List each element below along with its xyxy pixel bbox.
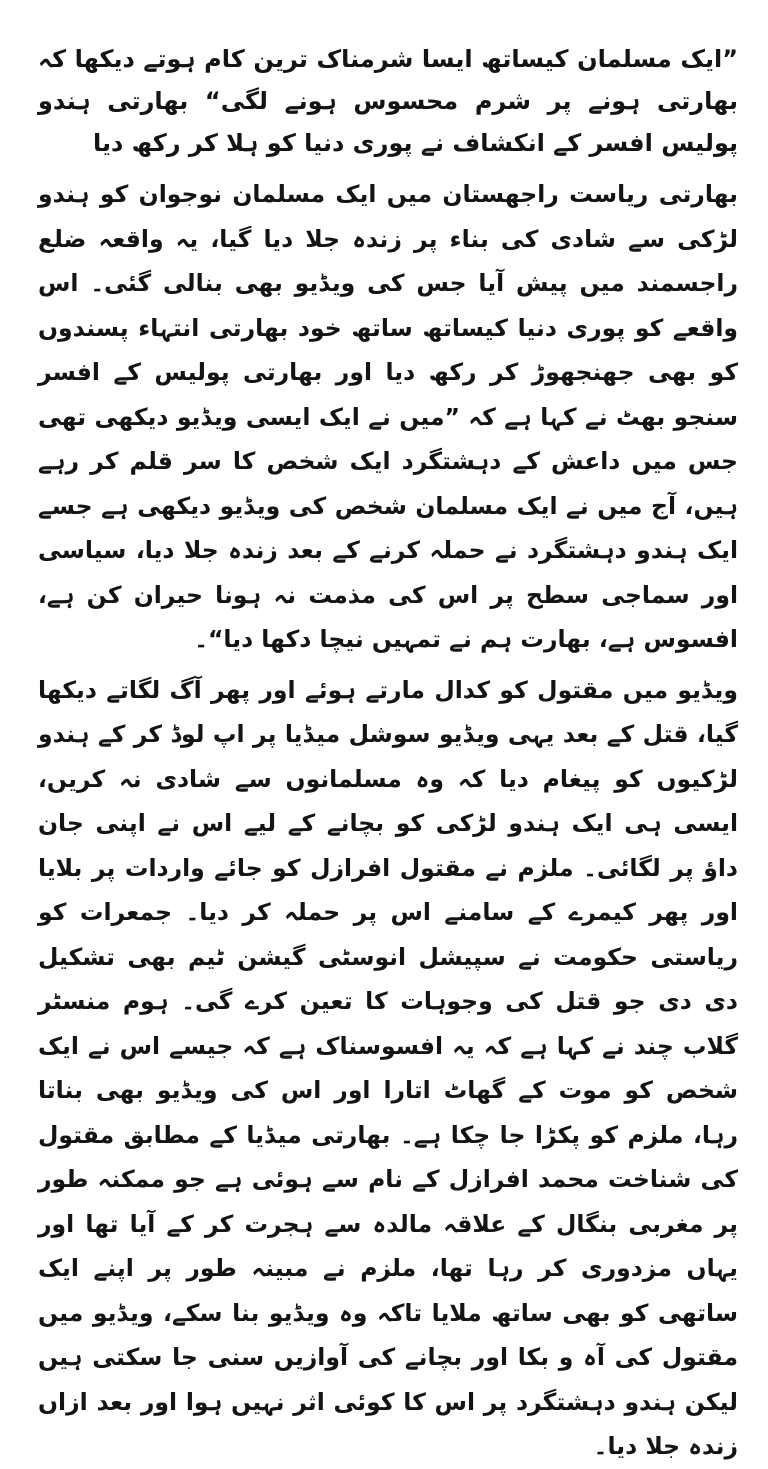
- article-paragraph-1: بھارتی ریاست راجھستان میں ایک مسلمان نوجوان کو ہندو لڑکی سے شادی کی بناء پر زندہ جلا دیا گیا، یہ واقعہ ضلع راجسمند میں پیش آیا جس کی ویڈیو بھی بنالی گئی۔ اس واقعے کو پوری دنیا کیساتھ ساتھ خود بھارتی انتہاء پسندوں کو بھی جھنجھوڑ کر رکھ دیا اور بھارتی پولیس کے افسر سنجو بھٹ نے کہا ہے کہ ”میں نے ایک ایسی ویڈیو دیکھی تھی جس میں داعش کے دہشتگرد ایک شخص کا سر قلم کر رہے ہیں، آج میں نے ایک مسلمان شخص کی ویڈیو دیکھی ہے جسے ایک ہندو دہشتگرد نے حملہ کرنے کے بعد زندہ جلا دیا، سیاسی اور سماجی سطح پر اس کی مذمت نہ ہونا حیران کن ہے، افسوس ہے، بھارت ہم نے تمہیں نیچا دکھا دیا“۔: [38, 180, 738, 653]
- article-headline: ”ایک مسلمان کیساتھ ایسا شرمناک ترین کام ہوتے دیکھا کہ بھارتی ہونے پر شرم محسوس ہونے لگی“ بھارتی ہندو پولیس افسر کے انکشاف نے پوری دنیا کو ہلا کر رکھ دیا: [38, 45, 738, 157]
- article-paragraph-2: ویڈیو میں مقتول کو کدال مارتے ہوئے اور پھر آگ لگاتے دیکھا گیا، قتل کے بعد یہی ویڈیو سوشل میڈیا پر اپ لوڈ کر کے ہندو لڑکیوں کو پیغام دیا کہ وہ مسلمانوں سے شادی نہ کریں، ایسی ہی ایک ہندو لڑکی کو بچانے کے لیے اس نے اپنی جان داؤ پر لگائی۔ ملزم نے مقتول افرازل کو جائے واردات پر بلایا اور پھر کیمرے کے سامنے اس پر حملہ کر دیا۔ جمعرات کو ریاستی حکومت نے سپیشل انوسٹی گیشن ٹیم بھی تشکیل دی دی جو قتل کی وجوہات کا تعین کرے گی۔ ہوم منسٹر گلاب چند نے کہا ہے کہ یہ افسوسناک ہے کہ جیسے اس نے ایک شخص کو موت کے گھاٹ اتارا اور اس کی ویڈیو بھی بناتا رہا، ملزم کو پکڑا جا چکا ہے۔ بھارتی میڈیا کے مطابق مقتول کی شناخت محمد افرازل کے نام سے ہوئی ہے جو ممکنہ طور پر مغربی بنگال کے علاقہ مالدہ سے ہجرت کر کے آیا تھا اور یہاں مزدوری کر رہا تھا، ملزم نے مبینہ طور پر اپنے ایک ساتھی کو بھی ساتھ ملایا تاکہ وہ ویڈیو بنا سکے، ویڈیو میں مقتول کی آہ و بکا اور بچانے کی آوازیں سنی جا سکتی ہیں لیکن ہندو دہشتگرد پر اس کا کوئی اثر نہیں ہوا اور بعد ازاں زندہ جلا دیا۔: [38, 675, 738, 1460]
